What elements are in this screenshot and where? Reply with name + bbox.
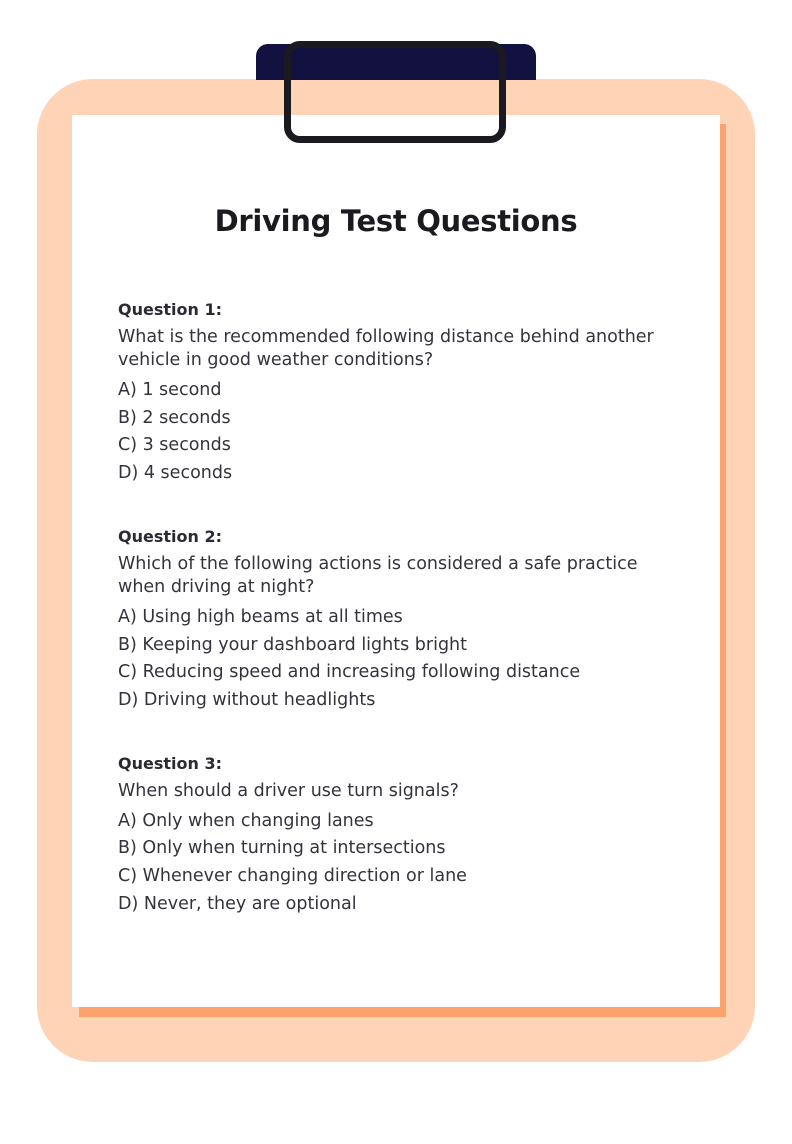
answer-option: C) 3 seconds [118,435,231,456]
answer-option: D) Never, they are optional [118,893,357,914]
question-heading: Question 1: [118,300,222,319]
answer-option: A) Using high beams at all times [118,606,403,627]
question-2 [118,525,678,715]
answer-option: A) Only when changing lanes [118,810,374,831]
answer-option: C) Reducing speed and increasing following distance [118,662,581,683]
clipboard-clip-ring [284,41,506,143]
page-title: Driving Test Questions [214,204,578,238]
answer-option: B) Only when turning at intersections [118,838,446,859]
question-heading: Question 3: [118,753,222,773]
question-text: Which of the following actions is considered a safe practice when driving at night? [118,553,638,597]
answer-option: C) Whenever changing direction or lane [118,866,467,887]
question-3 [118,752,678,919]
question-1 [118,298,678,488]
answer-option: B) 2 seconds [118,407,231,428]
answer-option: A) 1 second [118,380,222,400]
question-text: When should a driver use turn signals? [118,780,459,801]
question-list [118,298,678,955]
answer-option: B) Keeping your dashboard lights bright [118,634,468,655]
question-text: What is the recommended following distance behind another vehicle in good weather conditions? [118,327,654,370]
question-heading: Question 2: [118,526,222,546]
answer-option: D) Driving without headlights [118,689,376,710]
answer-option: D) 4 seconds [118,463,233,484]
